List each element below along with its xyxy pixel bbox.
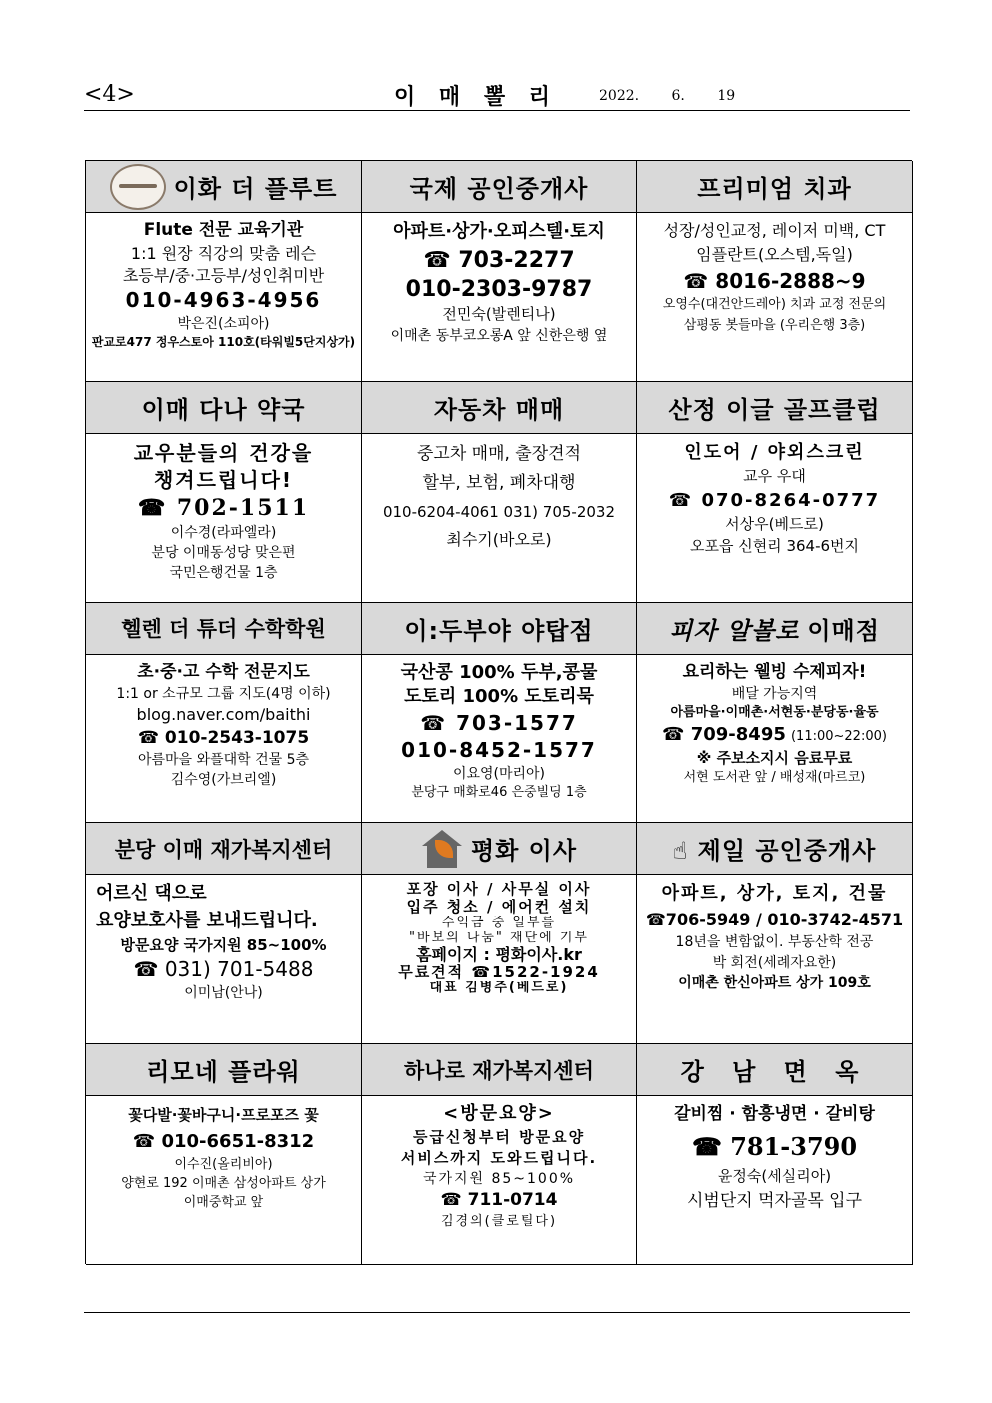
ad-contact-name: 대표 김병주(베드로) bbox=[429, 981, 569, 996]
ad-golf-club bbox=[637, 382, 913, 603]
ad-header bbox=[86, 823, 361, 875]
ad-contact-name: 이수경(라파엘라) bbox=[170, 525, 277, 542]
ad-phone: ☎706-5949 / 010-3742-4571 bbox=[645, 910, 904, 930]
ad-contact-name: 윤정숙(세실리아) bbox=[717, 1167, 832, 1186]
ad-line: 성장/성인교정, 레이저 미백, CT bbox=[663, 221, 886, 240]
ad-header bbox=[86, 1044, 361, 1096]
issue-date: 2022. 6. 19 bbox=[599, 88, 736, 104]
ad-line: 임플란트(오스템,독일) bbox=[696, 245, 853, 265]
ad-realestate-gukje bbox=[362, 161, 637, 382]
ad-header bbox=[637, 823, 912, 875]
ad-address: 분당구 매화로46 은중빌딩 1층 bbox=[411, 785, 587, 801]
bulletin-title: 이 매 뽈 리 bbox=[394, 85, 558, 110]
ad-contact-name: 김수영(가브리엘) bbox=[170, 772, 277, 789]
ad-address: 시범단지 먹자골목 입구 bbox=[686, 1190, 863, 1211]
ad-title: 산정 이글 골프클럽 bbox=[668, 395, 881, 424]
ad-body bbox=[86, 1096, 361, 1213]
house-logo-icon bbox=[421, 828, 463, 870]
ad-body bbox=[86, 213, 361, 352]
ad-contact-name: 서상우(베드로) bbox=[725, 515, 824, 534]
ad-address: 양현로 192 이매촌 삼성아파트 상가 bbox=[121, 1176, 326, 1192]
ad-title: 평화 이사 bbox=[470, 837, 578, 866]
ad-body bbox=[86, 655, 361, 791]
ad-line: 인도어 / 야외스크린 bbox=[684, 441, 865, 463]
ad-title: 강 남 면 옥 bbox=[680, 1058, 869, 1087]
ad-header bbox=[362, 161, 636, 213]
ad-title: 리모네 플라워 bbox=[146, 1058, 301, 1087]
ad-body bbox=[86, 434, 361, 584]
ad-phone: ☎ 070-8264-0777 bbox=[668, 489, 881, 511]
ad-title-brand: 피자 알볼로 bbox=[669, 616, 800, 645]
ad-body bbox=[637, 1096, 912, 1214]
header-divider bbox=[84, 110, 910, 111]
ad-grid bbox=[85, 160, 912, 1264]
ad-line: 등급신청부터 방문요양 bbox=[412, 1127, 586, 1146]
ad-website: 홈페이지 : 평화이사.kr bbox=[416, 945, 582, 964]
ad-line: 초등부/중·고등부/성인취미반 bbox=[122, 265, 325, 285]
ad-line: ※ 주보소지시 음료무료 bbox=[696, 748, 853, 767]
ad-phone: ☎ 703-1577 bbox=[420, 710, 578, 735]
ad-website: blog.naver.com/baithi bbox=[136, 705, 311, 725]
ad-line: 아파트·상가·오피스텔·토지 bbox=[393, 221, 605, 242]
ad-pharmacy bbox=[86, 382, 362, 603]
ad-body bbox=[637, 434, 912, 557]
ad-flute-academy bbox=[86, 161, 362, 382]
ad-title: ☝ 제일 공인중개사 bbox=[672, 837, 877, 866]
ad-contact-name: 최수기(바오로) bbox=[446, 530, 552, 550]
ad-body bbox=[637, 213, 912, 337]
ad-body bbox=[637, 875, 912, 992]
ad-line: 챙겨드립니다! bbox=[153, 467, 294, 492]
ad-line: "바보의 나눔" 재단에 기부 bbox=[409, 930, 589, 945]
ad-line: 오영수(대건안드레아) 치과 교정 전문의 bbox=[662, 296, 887, 312]
ad-address: 판교로477 정우스토아 110호(타워빌5단지상가) bbox=[91, 335, 356, 350]
ad-premium-dental bbox=[637, 161, 913, 382]
ad-flower-limone bbox=[86, 1044, 362, 1265]
ad-address: 국민은행건물 1층 bbox=[169, 565, 278, 582]
ad-line: 18년을 변함없이. 부동산학 전공 bbox=[675, 934, 874, 951]
ad-line: 갈비찜 · 함흥냉면 · 갈비탕 bbox=[674, 1104, 875, 1125]
ad-title: 헬렌 더 튜더 수학학원 bbox=[121, 617, 326, 642]
ad-gangnam-myeonok bbox=[637, 1044, 913, 1265]
ad-title-branch: 이매점 bbox=[807, 616, 880, 645]
ad-contact-name: 박은진(소피아) bbox=[177, 316, 270, 333]
ad-math-academy bbox=[86, 603, 362, 824]
ad-line: 서비스까지 도와드립니다. bbox=[400, 1149, 598, 1168]
ad-pizza-alvolo bbox=[637, 603, 913, 824]
ad-line: Flute 전문 교육기관 bbox=[143, 220, 304, 240]
ad-line: 포장 이사 / 사무실 이사 bbox=[406, 881, 592, 899]
ad-line: <방문요양> bbox=[443, 1103, 555, 1125]
ad-line: 어르신 댁으로 bbox=[96, 883, 207, 905]
ad-line: 아파트, 상가, 토지, 건물 bbox=[661, 883, 888, 905]
ad-moving-pyeonghwa bbox=[362, 823, 637, 1044]
ad-address: 이매촌 동부코오롱A 앞 신한은행 옆 bbox=[390, 327, 608, 344]
ad-body bbox=[362, 434, 636, 555]
ad-line: 중고차 매매, 출장견적 bbox=[416, 443, 581, 464]
ad-title: 자동차 매매 bbox=[433, 395, 565, 424]
ad-line: 요리하는 웰빙 수제피자! bbox=[682, 661, 867, 682]
ad-phone: ☎ 010-6651-8312 bbox=[132, 1131, 315, 1153]
ad-body bbox=[637, 655, 912, 788]
ad-phone: ☎ 702-1511 bbox=[137, 494, 310, 521]
ad-phone-row bbox=[637, 723, 912, 748]
ad-phone: ☎ 010-2543-1075 bbox=[137, 727, 310, 748]
ad-contact-name: 이미남(안나) bbox=[184, 985, 263, 1002]
ad-phone: 010-2303-9787 bbox=[405, 276, 593, 302]
ad-line: 교우분들의 건강을 bbox=[133, 440, 314, 465]
ad-header bbox=[86, 603, 361, 655]
ad-header bbox=[362, 603, 636, 655]
ad-phone: 010-6204-4061 031) 705-2032 bbox=[382, 502, 616, 521]
ad-phone: 010-8452-1577 bbox=[401, 737, 597, 762]
ad-line: 국가지원 85~100% bbox=[422, 1171, 576, 1188]
ad-address: 아름마을 와플대학 건물 5층 bbox=[137, 752, 310, 769]
ad-header bbox=[637, 603, 912, 655]
ad-line: 초·중·고 수학 전문지도 bbox=[137, 661, 310, 682]
ad-phone: 010-4963-4956 bbox=[125, 288, 322, 313]
ad-title: 하나로 재가복지센터 bbox=[404, 1058, 594, 1083]
ad-body bbox=[86, 875, 361, 1003]
ad-body bbox=[362, 875, 636, 996]
ad-line: 1:1 원장 직강의 맞춤 레슨 bbox=[130, 243, 317, 263]
ad-contact-name: 이수진(올리비아) bbox=[174, 1157, 273, 1173]
ad-address: 분당 이매동성당 맞은편 bbox=[151, 545, 296, 562]
ad-address: 이매촌 한신아파트 상가 109호 bbox=[678, 974, 871, 991]
ad-address: 서현 도서관 앞 / 배성재(마르코) bbox=[683, 770, 866, 786]
ad-header bbox=[637, 1044, 912, 1096]
ad-home-care-hanaro bbox=[362, 1044, 637, 1265]
ad-title: 국제 공인중개사 bbox=[409, 175, 589, 203]
ad-header bbox=[362, 823, 636, 875]
ad-phone: ☎ 709-8495 bbox=[662, 724, 786, 746]
footer-divider bbox=[84, 1312, 910, 1313]
ad-contact-name: 박 회전(세례자요한) bbox=[712, 954, 837, 971]
ad-line: 할부, 보험, 폐차대행 bbox=[422, 473, 576, 494]
ad-address: 삼평동 봇들마을 (우리은행 3층) bbox=[683, 317, 866, 333]
ad-line: 방문요양 국가지원 85~100% bbox=[120, 935, 327, 954]
ad-home-care-imae bbox=[86, 823, 362, 1044]
ad-line: 입주 청소 / 에어컨 설치 bbox=[406, 898, 592, 916]
ad-address: 오포읍 신현리 364-6번지 bbox=[689, 536, 860, 555]
ad-phone: ☎ 703-2277 bbox=[423, 247, 575, 273]
ad-header bbox=[637, 382, 912, 434]
ad-tofu-shop bbox=[362, 603, 637, 824]
ad-car-trade bbox=[362, 382, 637, 603]
ad-title: 이:두부야 야탑점 bbox=[404, 616, 594, 645]
ad-line: 꽃다발·꽃바구니·프로포즈 꽃 bbox=[128, 1106, 319, 1125]
ad-phone: ☎ 781-3790 bbox=[691, 1131, 858, 1161]
ad-line: 요양보호사를 보내드립니다. bbox=[96, 910, 318, 932]
ad-title: 이매 다나 약국 bbox=[141, 395, 306, 424]
page-number: <4> bbox=[84, 82, 135, 107]
ad-header bbox=[637, 161, 912, 213]
ad-title: 이화 더 플루트 bbox=[173, 175, 338, 203]
ad-contact-name: 이요영(마리아) bbox=[452, 765, 546, 782]
page-header bbox=[84, 80, 910, 108]
ad-header bbox=[86, 161, 361, 213]
ad-title: 분당 이매 재가복지센터 bbox=[114, 837, 333, 862]
ad-hours: (11:00~22:00) bbox=[790, 729, 887, 745]
ad-body bbox=[362, 213, 636, 346]
ad-line: 교우 우대 bbox=[743, 467, 806, 486]
ad-title: 프리미엄 치과 bbox=[697, 175, 852, 203]
ad-line: 국산콩 100% 두부,콩물 bbox=[400, 661, 598, 683]
ad-line: 수익금 중 일부를 bbox=[441, 915, 557, 930]
ad-phone: ☎ 711-0714 bbox=[440, 1190, 558, 1211]
flute-logo-icon bbox=[110, 164, 166, 210]
ad-phone: ☎ 031) 701-5488 bbox=[133, 957, 314, 982]
ad-line: 배달 가능지역 bbox=[731, 686, 818, 703]
ad-contact-name: 김경의(클로틸다) bbox=[440, 1214, 558, 1230]
ad-header bbox=[362, 1044, 636, 1096]
ad-realestate-jeil bbox=[637, 823, 913, 1044]
ad-header bbox=[362, 382, 636, 434]
ad-header bbox=[86, 382, 361, 434]
ad-line: 아름마을·이매촌·서현동·분당동·율동 bbox=[670, 705, 879, 721]
ad-line: 도토리 100% 도토리묵 bbox=[404, 686, 594, 708]
ad-phone: ☎ 8016-2888~9 bbox=[683, 268, 866, 293]
ad-contact-name: 전민숙(발렌티나) bbox=[442, 305, 556, 324]
ad-phone: 무료견적 ☎1522-1924 bbox=[398, 964, 600, 982]
ad-body bbox=[362, 655, 636, 803]
ad-line: 1:1 or 소규모 그룹 지도(4명 이하) bbox=[116, 686, 331, 703]
ad-body bbox=[362, 1096, 636, 1232]
ad-address: 이매중학교 앞 bbox=[183, 1195, 264, 1210]
